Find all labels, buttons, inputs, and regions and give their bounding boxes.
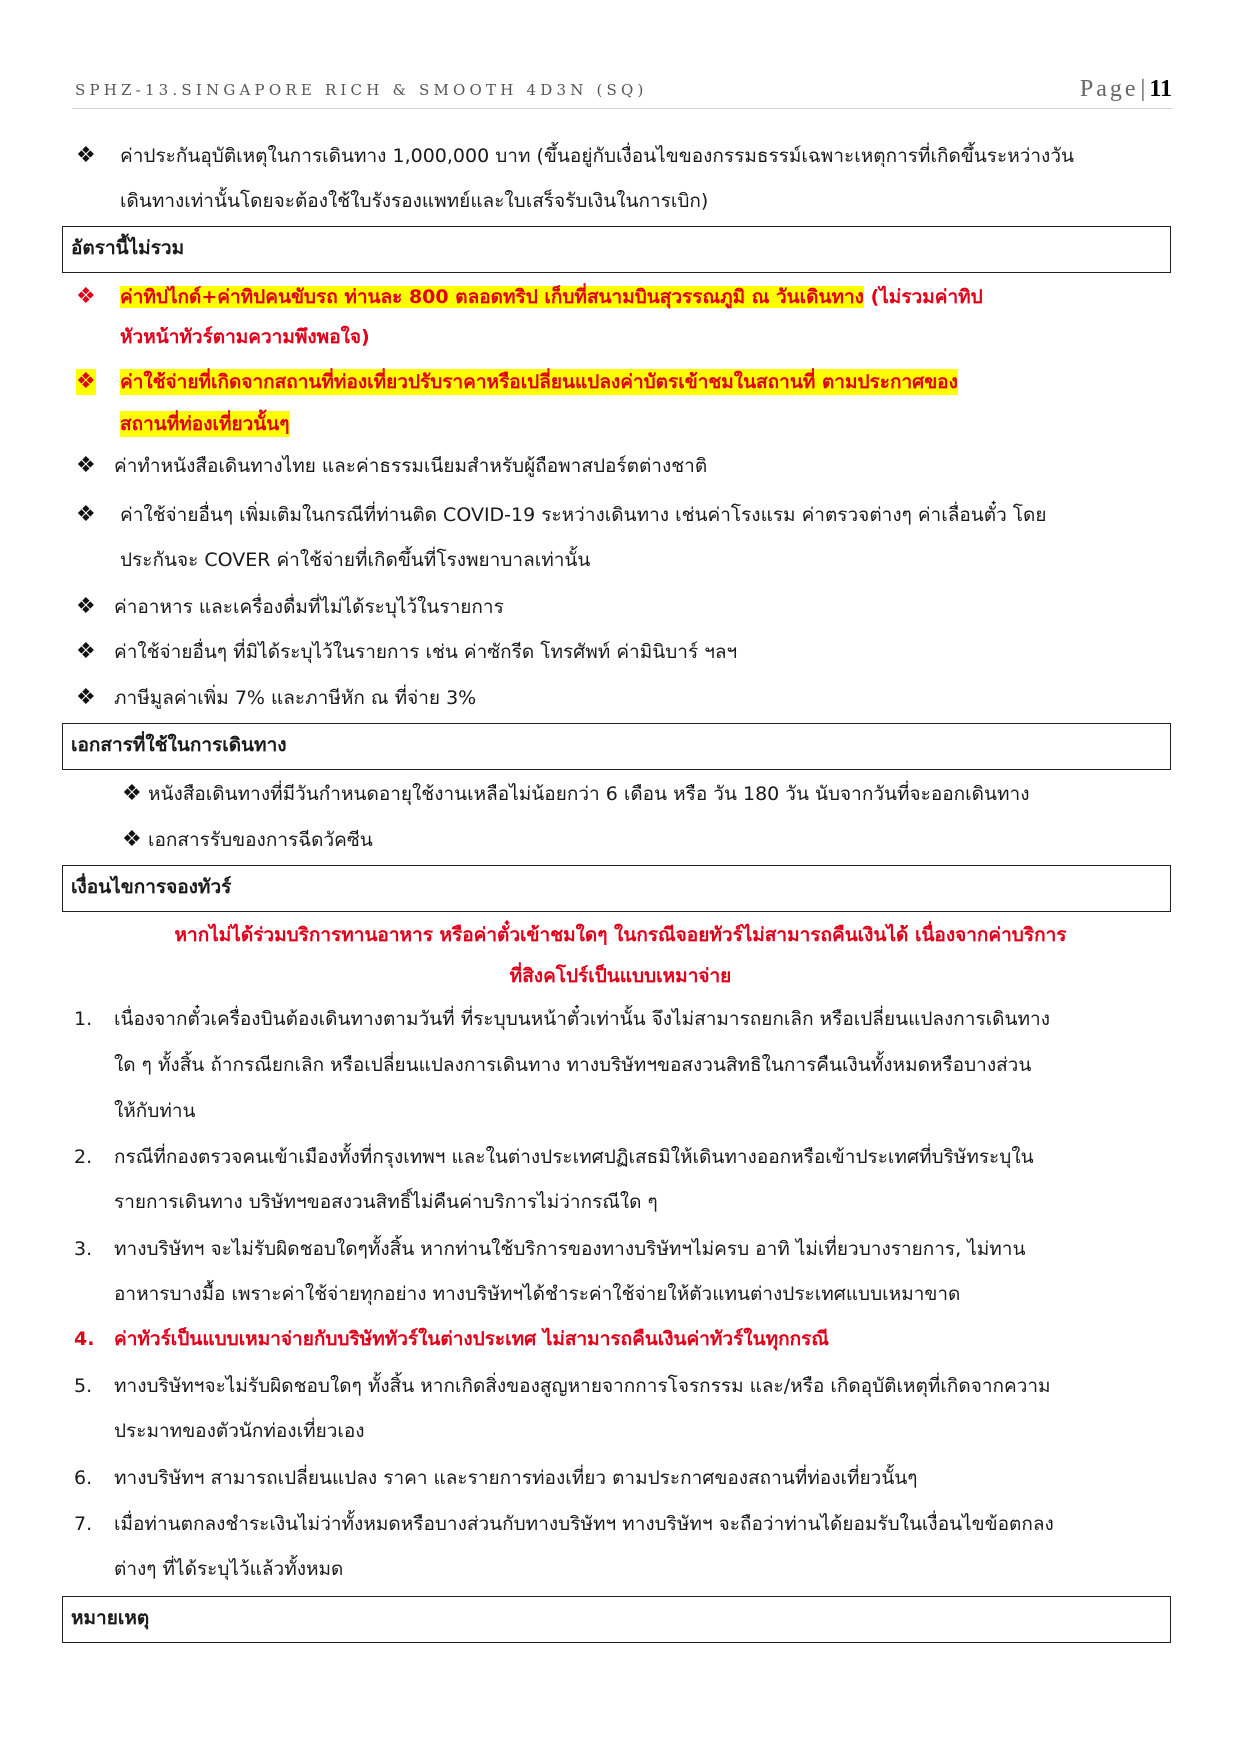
condition-1-line-3: ให้กับท่าน bbox=[114, 1100, 196, 1122]
condition-number: 1. bbox=[74, 1008, 93, 1030]
section-heading-remarks bbox=[62, 1596, 1171, 1643]
diamond-bullet-icon: ❖ bbox=[76, 369, 96, 394]
price-change-line-1: ค่าใช้จ่ายที่เกิดจากสถานที่ท่องเที่ยวปรับราคาหรือเปลี่ยนแปลงค่าบัตรเข้าชมในสถานที่ ตามประกาศของ bbox=[120, 371, 958, 393]
tip-rest-text: (ไม่รวมค่าทิป bbox=[863, 286, 983, 308]
condition-5-line-2: ประมาทของตัวนักท่องเที่ยวเอง bbox=[114, 1420, 365, 1442]
section-heading-conditions bbox=[62, 865, 1171, 912]
condition-3-line-1: ทางบริษัทฯ จะไม่รับผิดชอบใดๆทั้งสิ้น หากท่านใช้บริการของทางบริษัทฯไม่ครบ อาทิ ไม่เที่ยวบางรายการ, ไม่ทาน bbox=[114, 1238, 1026, 1260]
condition-1-line-1: เนื่องจากตั๋วเครื่องบินต้องเดินทางตามวันที่ ที่ระบุบนหน้าตั๋วเท่านั้น จึงไม่สามารถยกเลิก หรือเปลี่ยนแปลงการเดินทาง bbox=[114, 1008, 1050, 1030]
tip-line-1 bbox=[120, 284, 983, 310]
condition-7-line-2: ต่างๆ ที่ได้ระบุไว้แล้วทั้งหมด bbox=[114, 1558, 344, 1580]
covid-line-2: ประกันจะ COVER ค่าใช้จ่ายที่เกิดขึ้นที่โรงพยาบาลเท่านั้น bbox=[120, 549, 591, 571]
diamond-bullet-icon: ❖ bbox=[76, 594, 96, 619]
page-number: 11 bbox=[1149, 76, 1172, 102]
other-expense-item: ค่าใช้จ่ายอื่นๆ ที่มิได้ระบุไว้ในรายการ เช่น ค่าซักรีด โทรศัพท์ ค่ามินิบาร์ ฯลฯ bbox=[114, 641, 738, 663]
food-item: ค่าอาหาร และเครื่องดื่มที่ไม่ได้ระบุไว้ในรายการ bbox=[114, 596, 504, 618]
diamond-bullet-icon: ❖ bbox=[76, 284, 96, 309]
section-heading-text: เอกสารที่ใช้ในการเดินทาง bbox=[71, 734, 287, 756]
section-heading-documents bbox=[62, 723, 1171, 770]
diamond-bullet-icon: ❖ bbox=[122, 781, 142, 806]
condition-number: 5. bbox=[74, 1375, 93, 1397]
section-heading-not-included bbox=[62, 226, 1171, 273]
condition-7-line-1: เมื่อท่านตกลงชำระเงินไม่ว่าทั้งหมดหรือบางส่วนกับทางบริษัทฯ ทางบริษัทฯ จะถือว่าท่านได้ยอมรับในเงื่อนไขข้อตกลง bbox=[114, 1513, 1054, 1535]
insurance-line-2: เดินทางเท่านั้นโดยจะต้องใช้ใบรังรองแพทย์และใบเสร็จรับเงินในการเบิก) bbox=[120, 190, 709, 212]
condition-3-line-2: อาหารบางมื้อ เพราะค่าใช้จ่ายทุกอย่าง ทางบริษัทฯได้ชำระค่าใช้จ่ายให้ตัวแทนต่างประเทศแบบเหมาขาด bbox=[114, 1283, 961, 1305]
tip-highlight-text: ค่าทิปไกด์+ค่าทิปคนขับรถ ท่านละ 800 ตลอดทริป เก็บที่สนามบินสุวรรณภูมิ ณ วันเดินทาง bbox=[120, 286, 864, 308]
condition-number: 2. bbox=[74, 1146, 93, 1168]
warning-line-2: ที่สิงคโปร์เป็นแบบเหมาจ่าย bbox=[509, 965, 732, 987]
diamond-bullet-icon: ❖ bbox=[76, 685, 96, 710]
passport-fee-item: ค่าทำหนังสือเดินทางไทย และค่าธรรมเนียมสำหรับผู้ถือพาสปอร์ตต่างชาติ bbox=[114, 455, 708, 477]
condition-2-line-2: รายการเดินทาง บริษัทฯขอสงวนสิทธิ์ไม่คืนค่าบริการไม่ว่ากรณีใด ๆ bbox=[114, 1191, 658, 1213]
condition-number: 3. bbox=[74, 1238, 93, 1260]
condition-5-line-1: ทางบริษัทฯจะไม่รับผิดชอบใดๆ ทั้งสิ้น หากเกิดสิ่งของสูญหายจากการโจรกรรม และ/หรือ เกิดอุบัติเหตุที่เกิดจากความ bbox=[114, 1375, 1051, 1397]
diamond-bullet-icon: ❖ bbox=[76, 143, 96, 168]
section-heading-text: อัตรานี้ไม่รวม bbox=[71, 237, 185, 259]
condition-6-line-1: ทางบริษัทฯ สามารถเปลี่ยนแปลง ราคา และรายการท่องเที่ยว ตามประกาศของสถานที่ท่องเที่ยวนั้นๆ bbox=[114, 1467, 918, 1489]
diamond-bullet-icon: ❖ bbox=[122, 827, 142, 852]
diamond-bullet-icon: ❖ bbox=[76, 453, 96, 478]
page-separator: | bbox=[1140, 76, 1146, 102]
vaccine-document-item: เอกสารรับของการฉีดวัคซีน bbox=[148, 829, 373, 851]
section-heading-text: เงื่อนไขการจองทัวร์ bbox=[71, 876, 232, 898]
page-word: Page bbox=[1079, 76, 1139, 102]
passport-requirement-item: หนังสือเดินทางที่มีวันกำหนดอายุใช้งานเหลือไม่น้อยกว่า 6 เดือน หรือ วัน 180 วัน นับจากวันที่จะออกเดินทาง bbox=[148, 783, 1030, 805]
warning-line-1: หากไม่ได้ร่วมบริการทานอาหาร หรือค่าตั๋วเข้าชมใดๆ ในกรณีจอยทัวร์ไม่สามารถคืนเงินได้ เนื่องจากค่าบริการ bbox=[174, 924, 1067, 946]
insurance-line-1: ค่าประกันอุบัติเหตุในการเดินทาง 1,000,000 บาท (ขึ้นอยู่กับเงื่อนไขของกรรมธรรม์เฉพาะเหตุการที่เกิดขึ้นระหว่างวัน bbox=[120, 145, 1074, 167]
condition-4-line-1: ค่าทัวร์เป็นแบบเหมาจ่ายกับบริษัททัวร์ในต่างประเทศ ไม่สามารถคืนเงินค่าทัวร์ในทุกกรณี bbox=[114, 1328, 829, 1350]
tax-item: ภาษีมูลค่าเพิ่ม 7% และภาษีหัก ณ ที่จ่าย 3% bbox=[114, 687, 477, 709]
diamond-bullet-icon: ❖ bbox=[76, 639, 96, 664]
condition-number: 4. bbox=[74, 1328, 95, 1350]
document-title: SPHZ-13.SINGAPORE RICH & SMOOTH 4D3N (SQ) bbox=[75, 81, 648, 99]
condition-number: 7. bbox=[74, 1513, 93, 1535]
page-header bbox=[72, 76, 1172, 109]
tip-line-2: หัวหน้าทัวร์ตามความพึงพอใจ) bbox=[120, 326, 370, 348]
price-change-line-2: สถานที่ท่องเที่ยวนั้นๆ bbox=[120, 413, 290, 435]
condition-2-line-1: กรณีที่กองตรวจคนเข้าเมืองทั้งที่กรุงเทพฯ และในต่างประเทศปฏิเสธมิให้เดินทางออกหรือเข้าประเทศที่บริษัทระบุใน bbox=[114, 1146, 1034, 1168]
covid-line-1: ค่าใช้จ่ายอื่นๆ เพิ่มเติมในกรณีที่ท่านติด COVID-19 ระหว่างเดินทาง เช่นค่าโรงแรม ค่าตรวจต่างๆ ค่าเลื่อนตั๋ว โดย bbox=[120, 504, 1047, 526]
condition-number: 6. bbox=[74, 1467, 93, 1489]
page-indicator bbox=[1080, 76, 1172, 103]
section-heading-text: หมายเหตุ bbox=[71, 1607, 150, 1629]
condition-1-line-2: ใด ๆ ทั้งสิ้น ถ้ากรณียกเลิก หรือเปลี่ยนแปลงการเดินทาง ทางบริษัทฯขอสงวนสิทธิในการคืนเงินทั้งหมดหรือบางส่วน bbox=[114, 1054, 1032, 1076]
diamond-bullet-icon: ❖ bbox=[76, 502, 96, 527]
